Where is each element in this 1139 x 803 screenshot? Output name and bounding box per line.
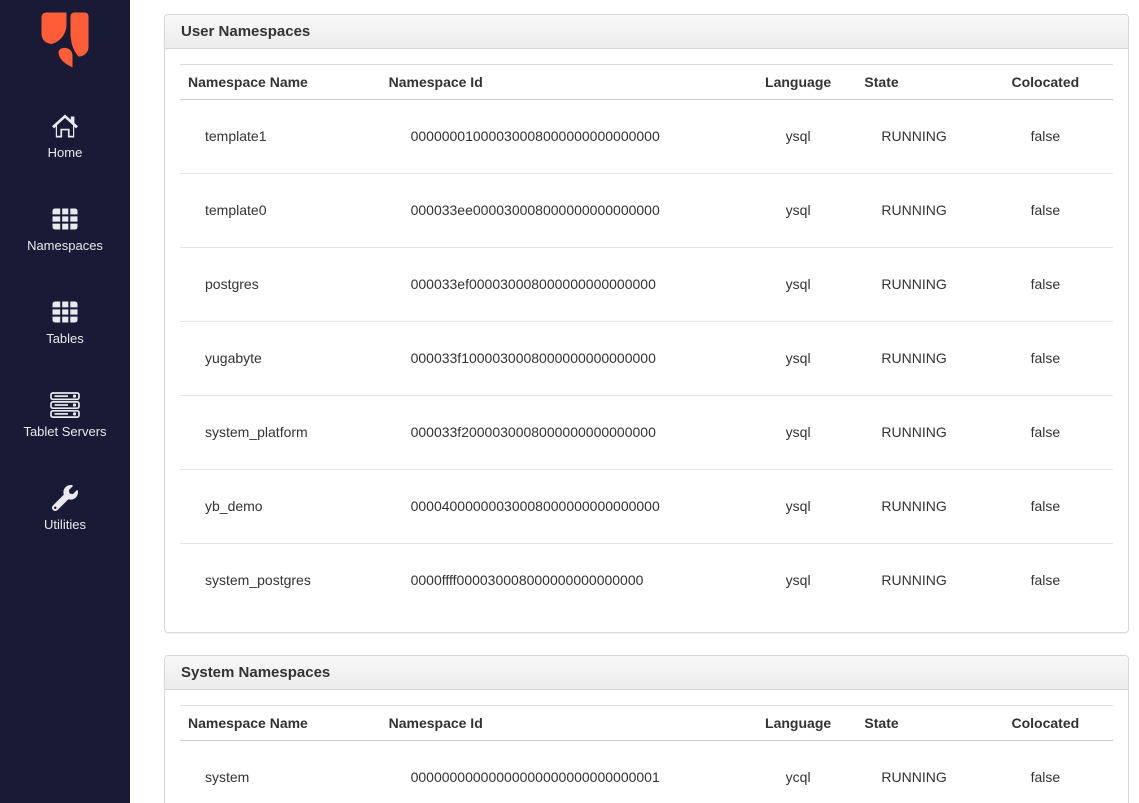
system-namespaces-panel <box>164 655 1129 803</box>
cell-state: RUNNING <box>856 174 977 248</box>
cell-colocated: false <box>978 174 1113 248</box>
column-header-colocated: Colocated <box>978 65 1113 100</box>
cell-state: RUNNING <box>856 396 977 470</box>
cell-colocated: false <box>978 322 1113 396</box>
cell-colocated: false <box>978 248 1113 322</box>
table-row <box>180 396 1113 470</box>
cell-colocated: false <box>978 396 1113 470</box>
home-icon <box>51 112 79 140</box>
sidebar-item-label: Tablet Servers <box>23 424 107 439</box>
yugabyte-logo[interactable] <box>41 12 89 68</box>
panel-title: System Namespaces <box>165 656 1128 690</box>
cell-language: ysql <box>740 470 857 544</box>
column-header-language: Language <box>740 65 857 100</box>
cell-language: ysql <box>740 322 857 396</box>
column-header-id: Namespace Id <box>381 706 740 741</box>
table-row <box>180 174 1113 248</box>
sidebar-item-label: Utilities <box>44 517 86 532</box>
cell-name: system_postgres <box>180 544 381 618</box>
table-grid-icon <box>52 298 78 326</box>
table-row <box>180 544 1113 618</box>
sidebar-item-label: Home <box>47 145 83 160</box>
cell-name: system_platform <box>180 396 381 470</box>
cell-id: 0000ffff000030008000000000000000 <box>381 544 740 618</box>
panel-body <box>165 49 1128 632</box>
cell-state: RUNNING <box>881 769 947 785</box>
sidebar-item-tables[interactable] <box>0 298 130 346</box>
table-row <box>180 322 1113 396</box>
column-header-name: Namespace Name <box>180 706 381 741</box>
table-row <box>180 100 1113 174</box>
sidebar-item-tablet-servers[interactable] <box>0 391 130 439</box>
cell-colocated: false <box>1030 128 1061 144</box>
cell-colocated: false <box>978 470 1113 544</box>
sidebar-item-label: Tables <box>46 331 84 346</box>
yugabyte-logo-icon <box>41 12 89 68</box>
cell-id: 000033ef000030008000000000000000 <box>381 248 740 322</box>
cell-id: 000033f1000030008000000000000000 <box>381 322 740 396</box>
cell-colocated: false <box>1030 769 1061 785</box>
main-content <box>164 0 1129 803</box>
column-header-id: Namespace Id <box>381 65 740 100</box>
cell-name: yugabyte <box>180 322 381 396</box>
cell-language: ycql <box>785 769 811 785</box>
table-row <box>180 248 1113 322</box>
cell-id: 00004000000030008000000000000000 <box>381 470 740 544</box>
cell-state: RUNNING <box>881 128 947 144</box>
table-grid-icon <box>52 205 78 233</box>
table-row <box>180 470 1113 544</box>
table-row <box>180 741 1113 803</box>
column-header-language: Language <box>740 706 857 741</box>
sidebar-item-namespaces[interactable] <box>0 205 130 253</box>
sidebar-item-label: Namespaces <box>27 238 103 253</box>
cell-language: ysql <box>740 174 857 248</box>
servers-icon <box>50 391 80 419</box>
column-header-colocated: Colocated <box>978 706 1113 741</box>
user-namespaces-panel <box>164 14 1129 633</box>
cell-id: 000033f2000030008000000000000000 <box>381 396 740 470</box>
cell-language: ysql <box>740 248 857 322</box>
table-header-row <box>180 706 1113 741</box>
column-header-state: State <box>856 65 977 100</box>
cell-state: RUNNING <box>856 248 977 322</box>
cell-name: template0 <box>180 174 381 248</box>
cell-colocated: false <box>978 544 1113 618</box>
sidebar-item-home[interactable] <box>0 112 130 160</box>
cell-language: ysql <box>740 396 857 470</box>
sidebar-item-utilities[interactable] <box>0 484 130 532</box>
system-namespaces-table <box>180 705 1113 803</box>
user-namespaces-table <box>180 64 1113 617</box>
wrench-icon <box>52 484 78 512</box>
sidebar-nav <box>0 112 130 577</box>
cell-name: system <box>205 769 250 785</box>
cell-language: ysql <box>740 544 857 618</box>
column-header-state: State <box>856 706 977 741</box>
cell-language: ysql <box>785 128 811 144</box>
panel-title: User Namespaces <box>165 15 1128 49</box>
cell-name: template1 <box>205 128 267 144</box>
cell-name: yb_demo <box>180 470 381 544</box>
cell-name: postgres <box>180 248 381 322</box>
cell-state: RUNNING <box>856 322 977 396</box>
cell-id: 000033ee000030008000000000000000 <box>381 174 740 248</box>
column-header-name: Namespace Name <box>180 65 381 100</box>
cell-id: 00000001000030008000000000000000 <box>410 128 660 144</box>
sidebar <box>0 0 130 803</box>
cell-state: RUNNING <box>856 544 977 618</box>
panel-body <box>165 690 1128 803</box>
cell-state: RUNNING <box>856 470 977 544</box>
table-header-row <box>180 65 1113 100</box>
cell-id: 00000000000000000000000000000001 <box>410 769 660 785</box>
